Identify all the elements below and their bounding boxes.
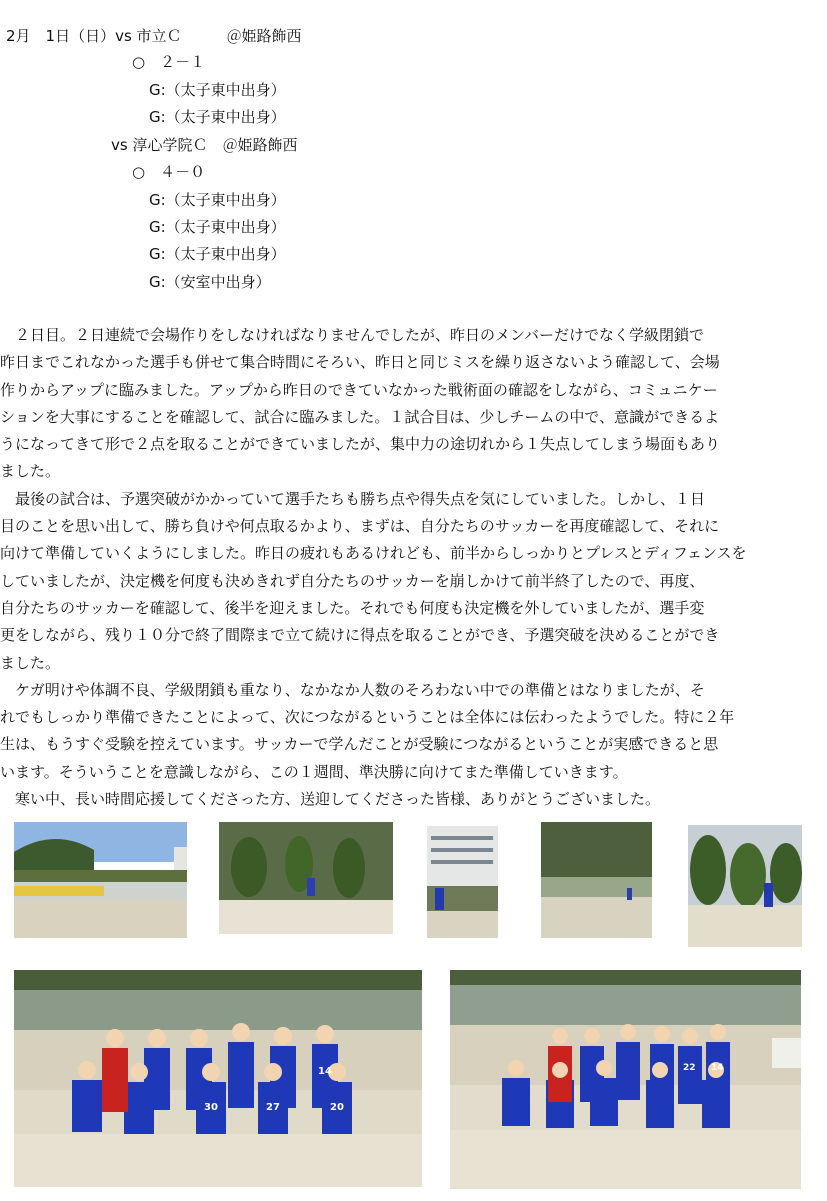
report-line: 目のことを思い出して、勝ち負けや何点取るかより、まずは、自分たちのサッカーを再度確認して、それに <box>0 517 720 536</box>
photo-player-run <box>688 825 802 947</box>
match2-goal: G:（太子東中出身） <box>149 191 286 209</box>
report-line: 更をしながら、残り１０分で終了間際まで立て続けに得点を取ることができ、予選突破を決めることができ <box>0 626 720 645</box>
photo-team-group-1 <box>14 970 422 1187</box>
match2-header: vs 淳心学院Ｃ ＠姫路飾西 <box>111 136 298 154</box>
match1-result: ○ ２－１ <box>132 53 206 71</box>
report-line: れでもしっかり準備できたことによって、次につながるということは全体には伝わったようでした。特に２年 <box>0 708 735 727</box>
report-line: ました。 <box>0 462 61 481</box>
match-report <box>0 322 827 813</box>
match2-goal: G:（安室中出身） <box>149 273 271 291</box>
photo-building <box>427 826 498 938</box>
jersey-number: 27 <box>266 1102 280 1113</box>
report-line: ました。 <box>0 653 61 672</box>
report-line: 昨日までこれなかった選手も併せて集合時間にそろい、昨日と同じミスを繰り返さないよう確認して、会場 <box>0 353 720 372</box>
jersey-number: 14 <box>318 1066 332 1077</box>
photo-team-group-2 <box>450 970 801 1189</box>
report-line: ケガ明けや体調不良、学級閉鎖も重なり、なかなか人数のそろわない中での準備とはなりましたが、そ <box>0 680 705 699</box>
report-line: ションを大事にすることを確認して、試合に臨みました。１試合目は、少しチームの中で、意識ができるよ <box>0 407 720 426</box>
match1-goal: G:（太子東中出身） <box>149 108 286 126</box>
report-line: 生は、もうすぐ受験を控えています。サッカーで学んだことが受験につながるということが実感できると思 <box>0 735 719 754</box>
photo-kick <box>219 822 393 934</box>
report-line: ２日目。２日連続で会場作りをしなければなりませんでしたが、昨日のメンバーだけでなく学級閉鎖で <box>0 326 704 344</box>
match1-header: 2月 1日（日）vs 市立Ｃ ＠姫路飾西 <box>6 27 302 45</box>
report-line: していましたが、決定機を何度も決めきれず自分たちのサッカーを崩しかけて前半終了したので、再度、 <box>0 571 705 590</box>
report-line: 向けて準備していくようにしました。昨日の疲れもあるけれども、前半からしっかりとプレスとディフェンスを <box>0 544 747 563</box>
photo-field-fence <box>541 822 652 938</box>
photo-stadium-wide <box>14 822 187 938</box>
match1-goal: G:（太子東中出身） <box>149 81 286 99</box>
report-line: います。そういうことを意識しながら、この１週間、準決勝に向けてまた準備していきます。 <box>0 762 628 781</box>
jersey-number: 20 <box>330 1102 344 1113</box>
report-line: 最後の試合は、予選突破がかかっていて選手たちも勝ち点や得失点を気にしていました。しかし、１日 <box>0 489 706 508</box>
report-line: 作りからアップに臨みました。アップから昨日のできていなかった戦術面の確認をしながら、コミュニケー <box>0 380 718 399</box>
report-line: 寒い中、長い時間応援してくださった方、送迎してくださった皆様、ありがとうございました。 <box>0 790 661 809</box>
jersey-number: 30 <box>204 1102 218 1113</box>
match2-goal: G:（太子東中出身） <box>149 245 286 263</box>
jersey-number: 22 <box>683 1063 696 1073</box>
report-line: うになってきて形で２点を取ることができていましたが、集中力の途切れから１失点してしまう場面もあり <box>0 435 721 454</box>
match2-goal: G:（太子東中出身） <box>149 218 286 236</box>
report-line: 自分たちのサッカーを確認して、後半を迎えました。それでも何度も決定機を外していましたが、選手変 <box>0 598 705 617</box>
match2-result: ○ ４－０ <box>132 163 206 181</box>
jersey-number: 14 <box>711 1063 724 1073</box>
